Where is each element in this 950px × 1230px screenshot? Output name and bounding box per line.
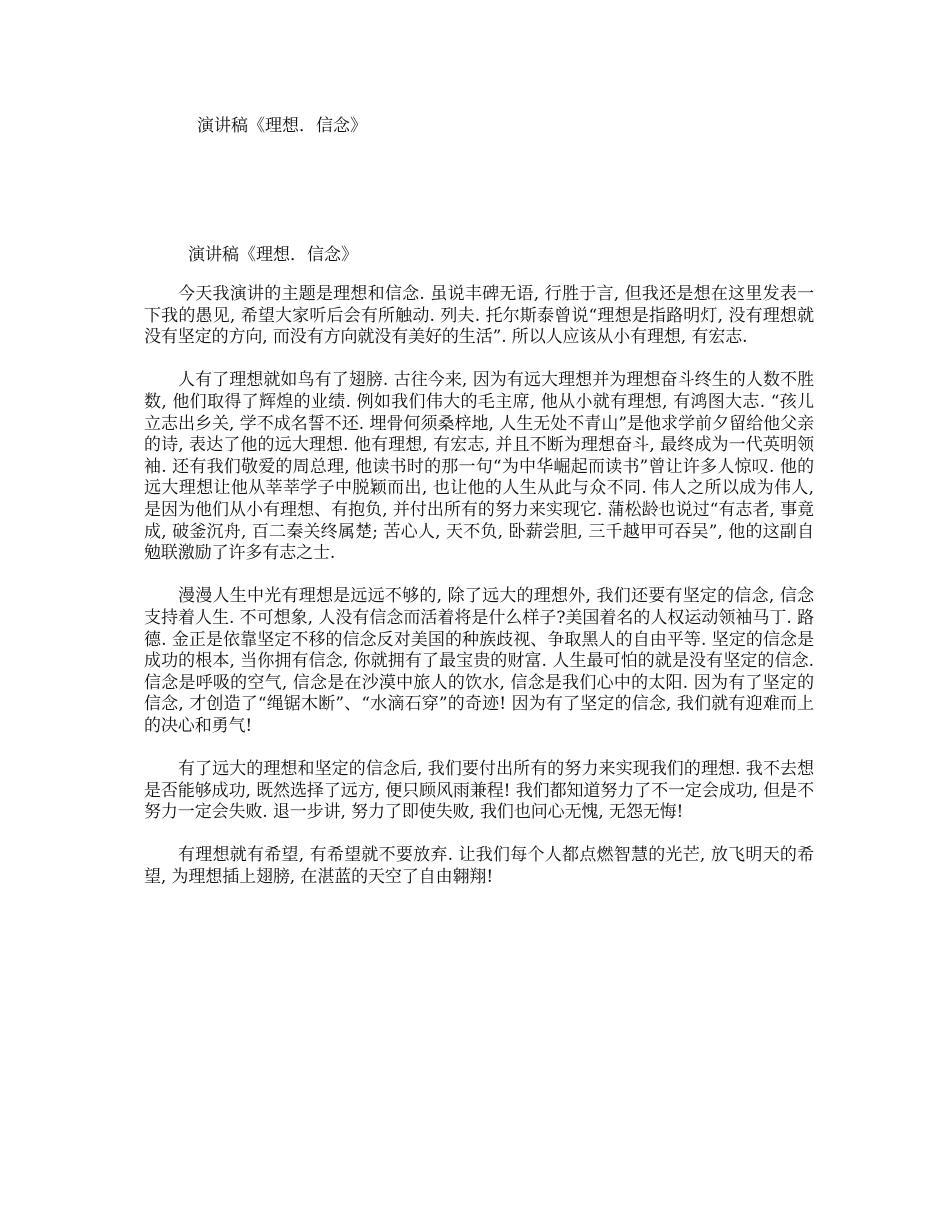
- paragraph-1: 今天我演讲的主题是理想和信念. 虽说丰碑无语, 行胜于言, 但我还是想在这里发表一下我的愚见, 希望大家听后会有所触动. 列夫. 托尔斯泰曾说“理想是指路明灯, 没有理想就没有坚定的方向, 而没有方向就没有美好的生活”. 所以人应该从小有理想, 有宏志.: [144, 284, 814, 348]
- paragraph-3: 漫漫人生中光有理想是远远不够的, 除了远大的理想外, 我们还要有坚定的信念, 信念支持着人生. 不可想象, 人没有信念而活着将是什么样子?美国着名的人权运动领袖马丁. 路德. 金正是依靠坚定不移的信念反对美国的种族歧视、争取黑人的自由平等. 坚定的信念是成功的根本, 当你拥有信念, 你就拥有了最宝贵的财富. 人生最可怕的就是没有坚定的信念. 信念是呼吸的空气, 信念是在沙漠中旅人的饮水, 信念是我们心中的太阳. 因为有了坚定的信念, 才创造了“绳锯木断”、“水滴石穿”的奇迹! 因为有了坚定的信念, 我们就有迎难而上的决心和勇气!: [144, 586, 814, 736]
- header-title: 演讲稿《理想．信念》: [197, 116, 367, 136]
- document-title: 演讲稿《理想．信念》: [188, 245, 358, 265]
- document-body: [144, 284, 814, 910]
- paragraph-4: 有了远大的理想和坚定的信念后, 我们要付出所有的努力来实现我们的理想. 我不去想是否能够成功, 既然选择了远方, 便只顾风雨兼程! 我们都知道努力了不一定会成功, 但是不努力一定会失败. 退一步讲, 努力了即使失败, 我们也问心无愧, 无怨无悔!: [144, 759, 814, 823]
- paragraph-2: 人有了理想就如鸟有了翅膀. 古往今来, 因为有远大理想并为理想奋斗终生的人数不胜数, 他们取得了辉煌的业绩. 例如我们伟大的毛主席, 他从小就有理想, 有鸿图大志. “孩儿立志出乡关, 学不成名誓不还. 埋骨何须桑梓地, 人生无处不青山”是他求学前夕留给他父亲的诗, 表达了他的远大理想. 他有理想, 有宏志, 并且不断为理想奋斗, 最终成为一代英明领袖. 还有我们敬爱的周总理, 他读书时的那一句“为中华崛起而读书”曾让许多人惊叹. 他的远大理想让他从莘莘学子中脱颖而出, 也让他的人生从此与众不同. 伟人之所以成为伟人, 是因为他们从小有理想、有抱负, 并付出所有的努力来实现它. 蒲松龄也说过“有志者, 事竟成, 破釜沉舟, 百二秦关终属楚; 苦心人, 天不负, 卧薪尝胆, 三千越甲可吞吴”, 他的这副自勉联激励了许多有志之士.: [144, 370, 814, 564]
- paragraph-5: 有理想就有希望, 有希望就不要放弃. 让我们每个人都点燃智慧的光芒, 放飞明天的希望, 为理想插上翅膀, 在湛蓝的天空了自由翱翔!: [144, 845, 814, 888]
